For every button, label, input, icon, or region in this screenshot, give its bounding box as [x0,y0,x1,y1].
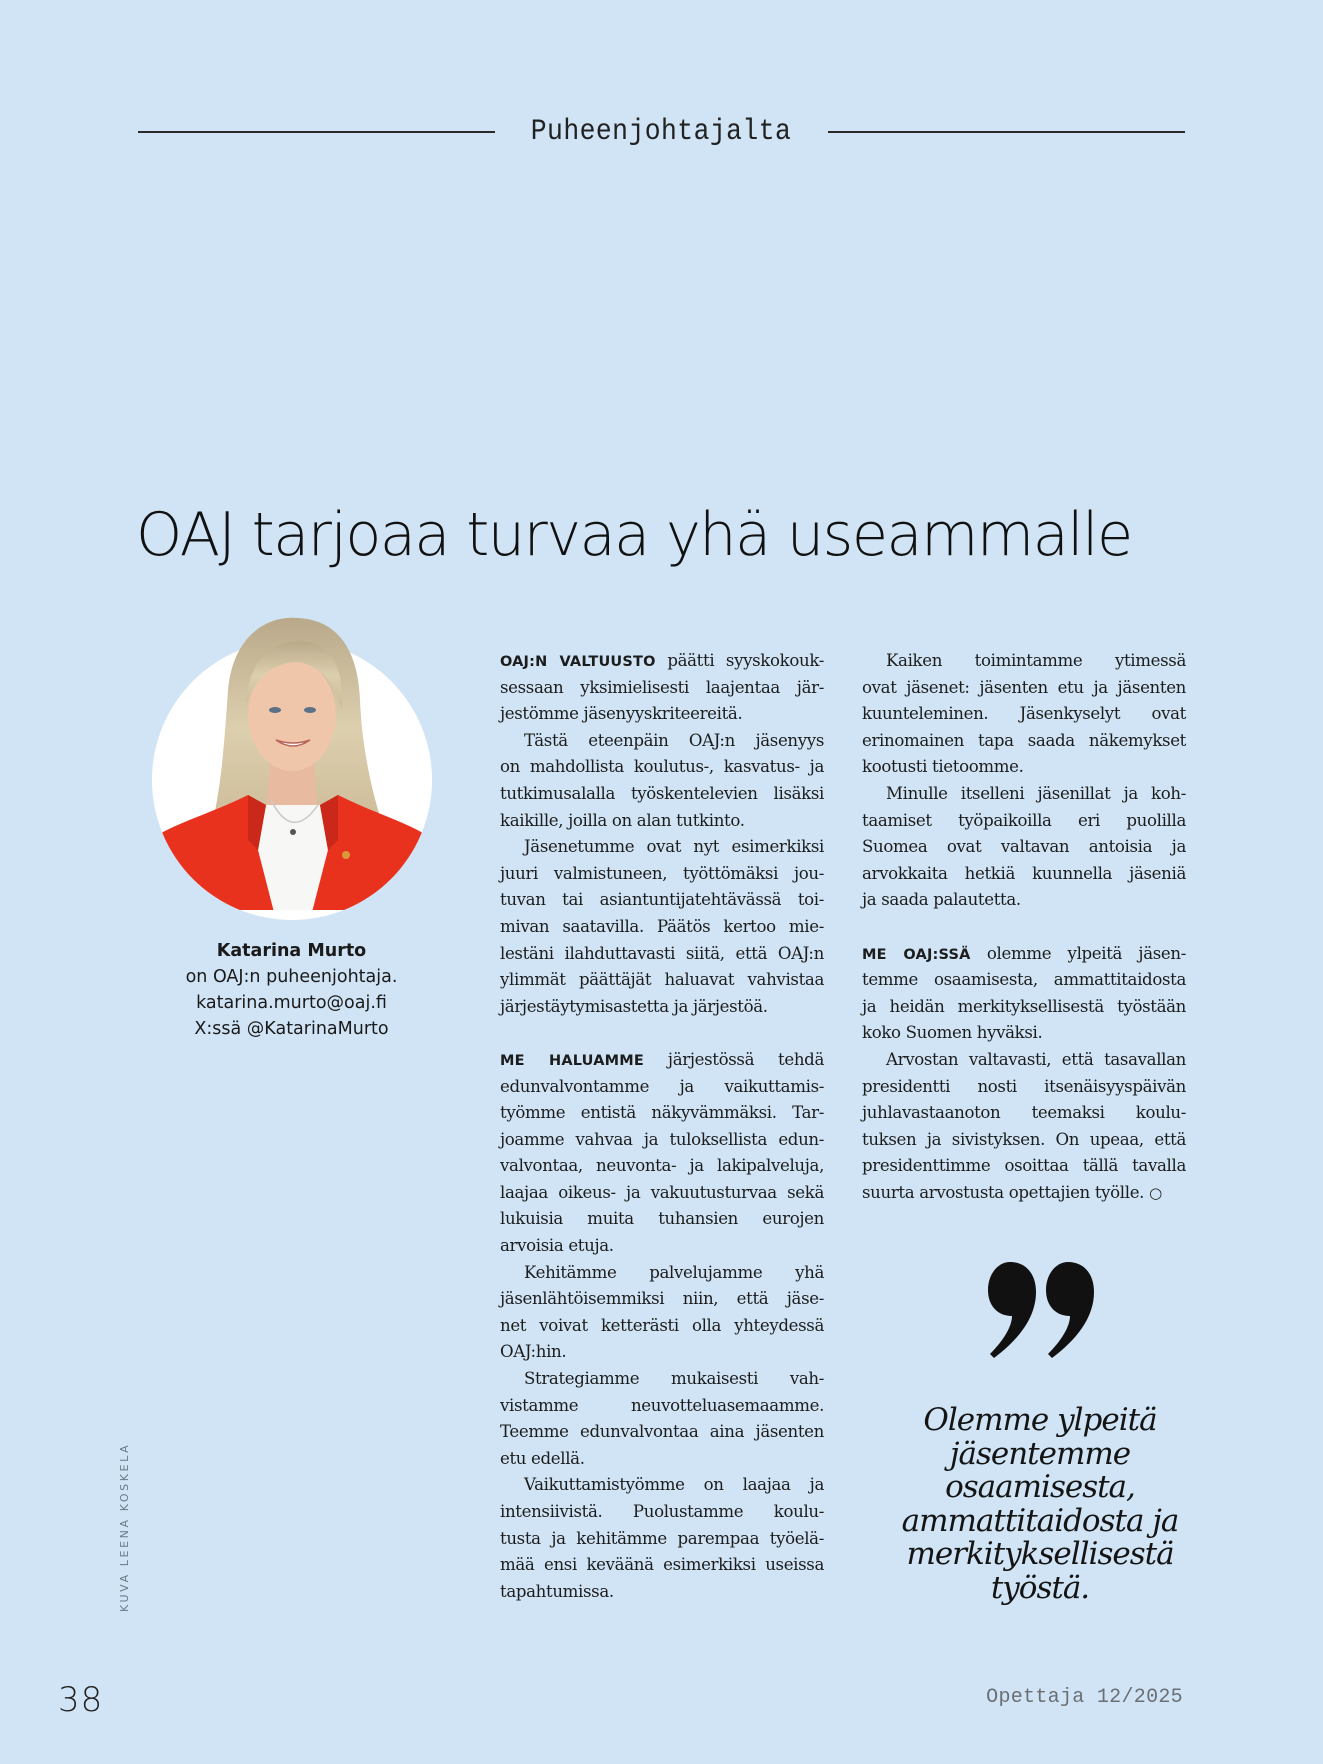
body-line: mää ensi keväänä esimerkiksi useissa [500,1555,824,1575]
body-line: arvoisia etuja. [500,1236,614,1256]
body-line: jäsenlähtöisemmiksi niin, että jäse- [500,1289,824,1309]
body-line: presidenttimme osoittaa tällä tavalla [862,1156,1186,1176]
body-line: Vaikuttamistyömme on laajaa ja [524,1475,824,1495]
body-line: sessaan yksimielisesti laajentaa jär- [500,677,824,697]
pull-quote-line: osaamisesta, [945,1469,1135,1505]
pull-quote-line: jäsentemme [949,1435,1131,1472]
body-line: on mahdollista koulutus-, kasvatus- ja [500,757,824,777]
body-line: vistamme neuvotteluasemaamme. [500,1395,824,1415]
author-portrait [148,610,436,920]
pull-quote-line: merkityksellisestä [906,1536,1174,1572]
body-line: net voivat ketterästi olla yhteydessä [500,1315,824,1335]
body-line: Suomea ovat valtavan antoisia ja [862,837,1186,857]
page-number: 38 [58,1680,104,1720]
body-line: Kehitämme palvelujamme yhä [524,1262,824,1282]
body-line: Teemme edunvalvontaa aina jäsenten [500,1422,824,1442]
body-line: ylimmät päättäjät haluavat vahvistaa [500,970,824,990]
body-line: työmme entistä näkyvämmäksi. Tar- [500,1103,824,1123]
body-line: tapahtumissa. [500,1581,614,1601]
pull-quote-line: Olemme ylpeitä [923,1402,1157,1438]
publication-issue: Opettaja 12/2025 [986,1686,1183,1709]
body-line: Minulle itselleni jäsenillat ja koh- [886,783,1186,803]
body-line: lukuisia muita tuhansien eurojen [500,1209,824,1229]
body-line: ME OAJ:SSÄ olemme ylpeitä jäsen- [862,943,1186,963]
body-line: valvontaa, neuvonta- ja lakipalveluja, [500,1156,824,1176]
body-line: tutkimusalalla työskentelevien lisäksi [500,783,824,803]
body-line: tuvan tai asiantuntijatehtävässä toi- [500,890,824,910]
end-mark-icon: ○ [1149,1183,1162,1202]
paragraph-gap [500,1020,824,1047]
body-line: ja heidän merkityksellisestä työstään [862,996,1186,1016]
body-line: kootusti tietoomme. [862,757,1024,777]
section-header [138,112,1185,152]
pull-quote-line: ammattitaidosta ja [901,1502,1179,1539]
section-label: Puheenjohtajalta [531,115,792,149]
article-headline: OAJ tarjoaa turvaa yhä useammalle [136,500,1132,570]
author-name: Katarina Murto [216,941,367,961]
body-line: koko Suomen hyväksi. [862,1023,1043,1043]
body-line: OAJ:hin. [500,1342,567,1362]
article-column-1 [500,648,824,1605]
body-line: OAJ:N VALTUUSTO päätti syyskokouk- [500,651,824,670]
body-line: Tästä eteenpäin OAJ:n jäsenyys [524,730,824,750]
body-line: Jäsenetumme ovat nyt esimerkiksi [524,837,824,857]
body-line: ME HALUAMME järjestössä tehdä [500,1049,824,1069]
lead-in: ME HALUAMME [500,1052,644,1069]
body-line: lestäni ilahduttavasti siitä, että OAJ:n [500,943,824,963]
pull-quote-line: työstä. [990,1569,1090,1606]
author-role: on OAJ:n puheenjohtaja. [185,967,398,987]
body-line: Strategiamme mukaisesti vah- [524,1369,824,1389]
body-line: kaikille, joilla on alan tutkinto. [500,810,745,830]
author-email[interactable]: katarina.murto@oaj.fi [196,993,387,1013]
paragraph-gap [862,914,1186,941]
body-line: arvokkaita hetkiä kuunnella jäseniä [862,863,1186,883]
body-line: järjestäytymisastetta ja järjestöä. [500,996,768,1016]
body-line: intensiivistä. Puolustamme koulu- [500,1502,824,1521]
author-social-handle[interactable]: X:ssä @KatarinaMurto [194,1019,389,1039]
lead-in: OAJ:N VALTUUSTO [500,654,656,670]
quote-mark-icon [988,1260,1098,1380]
body-line: taamiset työpaikoilla eri puolilla [862,810,1186,830]
body-line: laajaa oikeus- ja vakuutusturvaa sekä [500,1182,824,1202]
body-line: tuksen ja sivistyksen. On upeaa, että [862,1129,1186,1149]
author-byline [150,938,433,1042]
body-line: presidentti nosti itsenäisyyspäivän [862,1076,1186,1096]
body-line: ja saada palautetta. [862,890,1021,910]
header-rule-left [138,131,495,133]
body-line: kuunteleminen. Jäsenkyselyt ovat [862,704,1186,724]
body-line: suurta arvostusta opettajien työlle. ○ [862,1182,1162,1202]
article-column-2 [862,648,1186,1206]
header-rule-right [828,131,1185,133]
body-line: juuri valmistuneen, työttömäksi jou- [500,863,824,883]
body-line: edunvalvontamme ja vaikuttamis- [500,1076,824,1096]
photo-credit: KUVA LEENA KOSKELA [118,1442,131,1612]
body-line: joamme vahvaa ja tuloksellista edun- [500,1129,824,1149]
body-line: tusta ja kehitämme parempaa työelä- [500,1528,824,1548]
body-line: Kaiken toimintamme ytimessä [886,651,1186,670]
body-line: temme osaamisesta, ammattitaidosta [862,970,1186,990]
body-line: juhlavastaanoton teemaksi koulu- [862,1103,1186,1123]
lead-in: ME OAJ:SSÄ [862,946,971,963]
pull-quote [880,1404,1200,1605]
body-line: Arvostan valtavasti, että tasavallan [886,1049,1186,1069]
body-line: mivan saatavilla. Päätös kertoo mie- [500,916,824,936]
body-line: jestömme jäsenyyskriteereitä. [500,704,743,724]
body-line: erinomainen tapa saada näkemykset [862,730,1186,750]
body-line: ovat jäsenet: jäsenten etu ja jäsenten [862,677,1186,697]
body-line: etu edellä. [500,1448,585,1468]
